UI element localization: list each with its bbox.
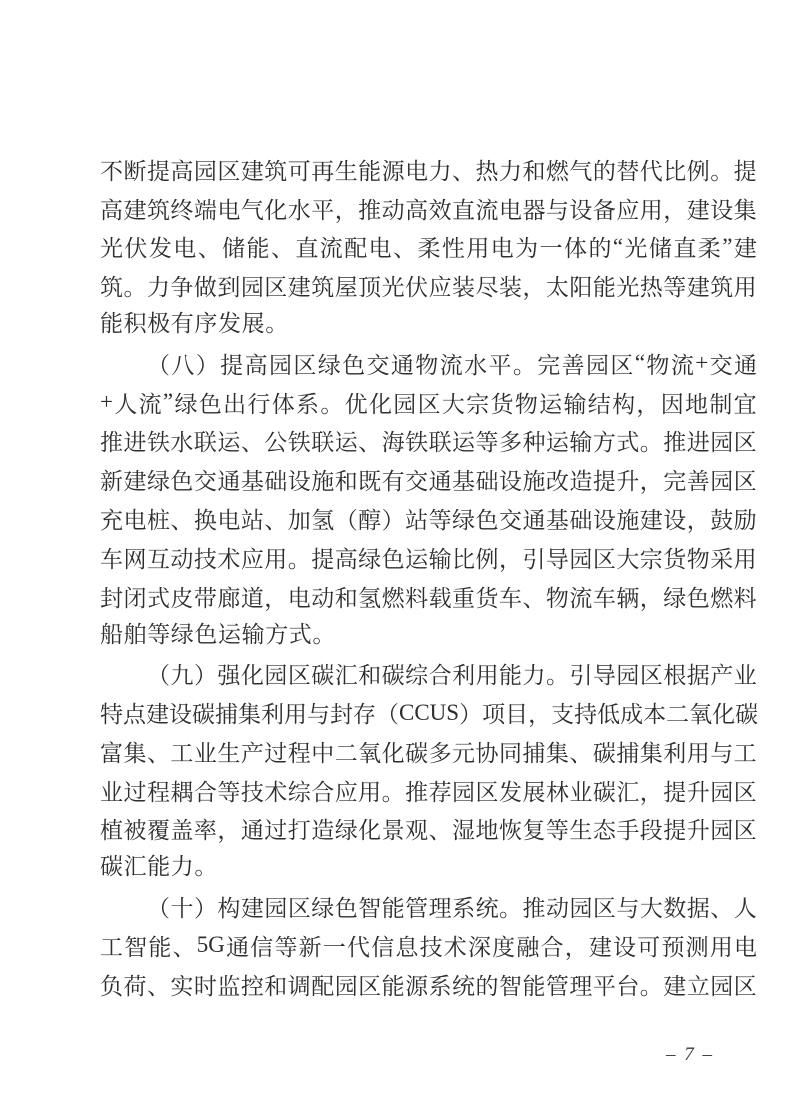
document-body xyxy=(100,150,757,1004)
text-line: 植 被 覆 盖 率 ， 通 过 打 造 绿 化 景 观 、 湿 地 恢 复 等 生 态 手 段 提 升 园 区 xyxy=(100,818,757,844)
text-line: （ 九 ） 强 化 园 区 碳 汇 和 碳 综 合 利 用 能 力 。 引 导 园 区 根 据 产 业 xyxy=(147,663,757,689)
text-line: + 人 流 ” 绿 色 出 行 体 系 。 优 化 园 区 大 宗 货 物 运 输 结 构 ， 因 地 制 宜 xyxy=(100,389,757,417)
text-line: 富 集 、 工 业 生 产 过 程 中 二 氧 化 碳 多 元 协 同 捕 集 、 碳 捕 集 利 用 与 工 xyxy=(100,740,757,766)
text-line: 能积极有序发展。 xyxy=(100,311,289,337)
text-line: 高 建 筑 终 端 电 气 化 水 平 ， 推 动 高 效 直 流 电 器 与 设 备 应 用 ， 建 设 集 xyxy=(100,197,757,223)
text-line: 筑 。 力 争 做 到 园 区 建 筑 屋 顶 光 伏 应 装 尽 装 ， 太 阳 能 光 热 等 建 筑 用 xyxy=(100,275,757,301)
text-line: 充 电 桩 、 换 电 站 、 加 氢 （ 醇 ） 站 等 绿 色 交 通 基 础 设 施 建 设 ， 鼓 励 xyxy=(100,508,757,534)
text-line: 业 过 程 耦 合 等 技 术 综 合 应 用 。 推 荐 园 区 发 展 林 业 碳 汇 ， 提 升 园 区 xyxy=(100,779,757,805)
page-number: – 7 – xyxy=(666,1044,714,1065)
text-line: 负 荷 、 实 时 监 控 和 调 配 园 区 能 源 系 统 的 智 能 管 理 平 台 。 建 立 园 区 xyxy=(100,973,757,999)
text-line: 推 进 铁 水 联 运 、 公 铁 联 运 、 海 铁 联 运 等 多 种 运 输 方 式 。 推 进 园 区 xyxy=(100,430,757,456)
text-line: 特 点 建 设 碳 捕 集 利 用 与 封 存 （ CCUS ） 项 目 ， 支 持 低 成 本 二 氧 化 碳 xyxy=(100,699,759,728)
text-line: （ 十 ） 构 建 园 区 绿 色 智 能 管 理 系 统 。 推 动 园 区 与 大 数 据 、 人 xyxy=(147,896,757,922)
text-line: 新 建 绿 色 交 通 基 础 设 施 和 既 有 交 通 基 础 设 施 改 造 提 升 ， 完 善 园 区 xyxy=(100,469,757,495)
text-line: 光 伏 发 电 、 储 能 、 直 流 配 电 、 柔 性 用 电 为 一 体 的 “ 光 储 直 柔 ” 建 xyxy=(100,233,757,262)
text-line: 封 闭 式 皮 带 廊 道 ， 电 动 和 氢 燃 料 载 重 货 车 、 物 流 车 辆 ， 绿 色 燃 料 xyxy=(100,585,757,611)
text-line: 车 网 互 动 技 术 应 用 。 提 高 绿 色 运 输 比 例 ， 引 导 园 区 大 宗 货 物 采 用 xyxy=(100,546,757,572)
text-line: 不 断 提 高 园 区 建 筑 可 再 生 能 源 电 力 、 热 力 和 燃 气 的 替 代 比 例 。 提 xyxy=(100,158,757,184)
text-line: 碳汇能力。 xyxy=(100,854,218,880)
text-line: 船舶等绿色运输方式。 xyxy=(100,621,336,647)
text-line: （ 八 ） 提 高 园 区 绿 色 交 通 物 流 水 平 。 完 善 园 区 “ 物 流 + 交 通 xyxy=(147,350,757,378)
text-line: 工 智 能 、 5G 通 信 等 新 一 代 信 息 技 术 深 度 融 合 ， 建 设 可 预 测 用 电 xyxy=(100,932,757,960)
